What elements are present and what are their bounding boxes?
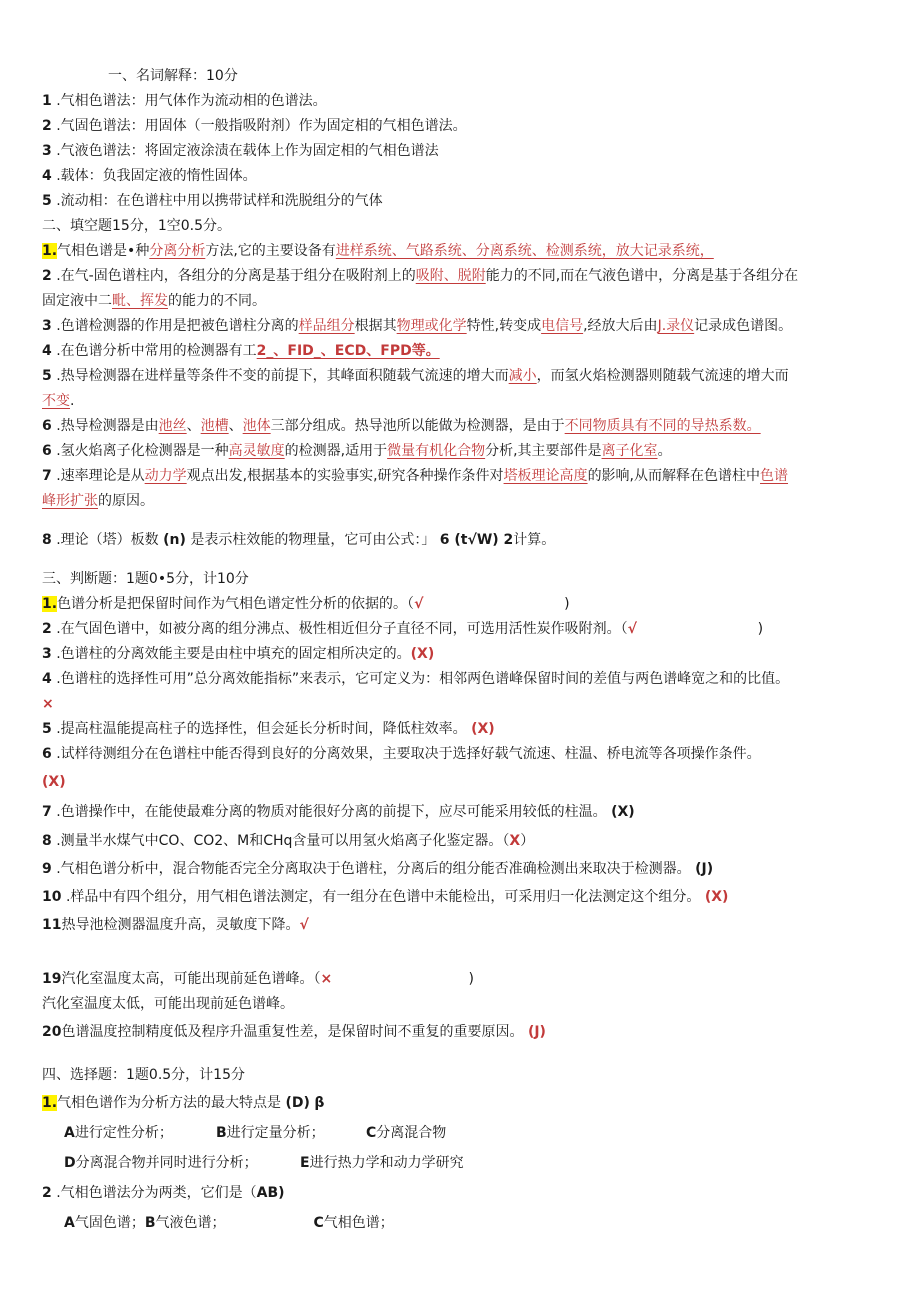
s4-q1-options-row1: A进行定性分析； B进行定量分析； C分离混合物 — [64, 1125, 447, 1141]
s2-q6: 6 .热导检测器是由池丝、池槽、池体三部分组成。热导池所以能做为检测器，是由于不同物质具有不同的导热系数。 — [42, 418, 761, 434]
answer-mark: (X) — [410, 646, 435, 662]
section-3-title: 三、判断题：1题0•5分，计10分 — [42, 571, 249, 587]
s3-q6-cont — [42, 767, 884, 797]
section-4-title: 四、选择题：1题0.5分，计15分 — [42, 1067, 245, 1083]
section-1-title: 一、名词解释：10分 — [108, 68, 238, 84]
s3-q4: 4 .色谱柱的选择性可用”总分离效能指标”来表示，它可定义为：相邻两色谱峰保留时间的差值与两色谱峰宽之和的比值。 — [42, 671, 790, 687]
answer-mark: (J) — [695, 861, 714, 877]
answer-mark: √ — [414, 596, 424, 612]
answer-mark: (X) — [704, 889, 729, 905]
s4-q1-options-row2: D分离混合物并同时进行分析； E进行热力学和动力学研究 — [64, 1155, 464, 1171]
s2-q1: 1.气相色谱是•种分离分析方法,它的主要设备有进样系统、气路系统、分离系统、检测系统，放大记录系统， — [42, 243, 714, 259]
answer-mark: (X) — [611, 804, 635, 820]
answer-mark: × — [42, 696, 54, 712]
answer-mark: √ — [299, 917, 309, 933]
s3-q3: 3 .色谱柱的分离效能主要是由柱中填充的固定相所决定的。(X) — [42, 646, 435, 662]
s3-q6: 6 .试样待测组分在色谱柱中能否得到良好的分离效果，主要取决于选择好载气流速、柱温、桥电流等各项操作条件。 — [42, 746, 761, 762]
s3-q19: 19汽化室温度太高，可能出现前延色谱峰。（× ) — [42, 971, 474, 987]
s2-q7-cont: 峰形扩张的原因。 — [42, 493, 154, 509]
s2-q4: 4 .在色谱分析中常用的检测器有工2_、FID_、ECD、FPD等。 — [42, 343, 440, 359]
answer-mark: X — [509, 833, 521, 849]
s1-item-2: 2 .气固色谱法：用固体（一般指吸附剂）作为固定相的气相色谱法。 — [42, 118, 467, 134]
s3-q10: 10 .样品中有四个组分，用气相色谱法测定，有一组分在色谱中未能检出，可采用归一化法测定这个组分。 (X) — [42, 889, 729, 905]
s1-item-1: 1 .气相色谱法：用气体作为流动相的色谱法。 — [42, 93, 327, 109]
s3-q7: 7 .色谱操作中，在能使最难分离的物质对能很好分离的前提下，应尽可能采用较低的柱温。 (X) — [42, 804, 635, 820]
s1-item-4: 4 .载体：负我固定液的惰性固体。 — [42, 168, 257, 184]
s3-q8: 8 .测量半水煤气中CO、CO2、M和CHq含量可以用氢火焰离子化鉴定器。（X） — [42, 833, 535, 849]
s3-q11: 11热导池检测器温度升高，灵敏度下降。√ — [42, 917, 309, 933]
section-2-title: 二、填空题15分，1空0.5分。 — [42, 218, 231, 234]
s2-q6b: 6 .氢火焰离子化检测器是一种高灵敏度的检测器,适用于微量有机化合物分析,其主要部件是离子化室。 — [42, 443, 672, 459]
s2-q7: 7 .速率理论是从动力学观点出发,根据基本的实验事实,研究各种操作条件对塔板理论高度的影响,从而解释在色谱柱中色谱 — [42, 468, 789, 484]
s3-q20: 20色谱温度控制精度低及程序升温重复性差，是保留时间不重复的重要原因。 (J) — [42, 1024, 546, 1040]
s3-q4-cont — [42, 692, 884, 717]
s2-q2-cont: 固定液中二毗、挥发的能力的不同。 — [42, 293, 266, 309]
s4-q2-options: A气固色谱；B气液色谱； C气相色谱； — [64, 1215, 394, 1231]
exam-document — [42, 64, 884, 1238]
answer-mark: (X) — [42, 774, 66, 790]
s2-q5: 5 .热导检测器在进样量等条件不变的前提下，其峰面积随载气流速的增大而减小，而氢火焰检测器则随载气流速的增大而 — [42, 368, 789, 384]
answer-mark: × — [320, 971, 333, 987]
s3-q2: 2 .在气固色谱中，如被分离的组分沸点、极性相近但分子直径不同，可选用活性炭作吸附剂。（√ ) — [42, 621, 764, 637]
s2-q5-cont: 不变. — [42, 393, 75, 409]
s3-q1: 1.色谱分析是把保留时间作为气相色谱定性分析的依据的。（√ ) — [42, 596, 570, 612]
s4-q1: 1.气相色谱作为分析方法的最大特点是 (D) β — [42, 1095, 325, 1111]
answer-mark: (J) — [527, 1024, 546, 1040]
s2-q3: 3 .色谱检测器的作用是把被色谱柱分离的样品组分根据其物理或化学特性,转变成电信号,经放大后由J.录仪记录成色谱图。 — [42, 318, 793, 334]
s3-q19b: 汽化室温度太低，可能出现前延色谱峰。 — [42, 996, 294, 1012]
s3-q5: 5 .提高柱温能提高柱子的选择性，但会延长分析时间，降低柱效率。 (X) — [42, 721, 495, 737]
s1-item-3: 3 .气液色谱法：将固定液涂渍在载体上作为固定相的气相色谱法 — [42, 143, 439, 159]
s4-q2: 2 .气相色谱法分为两类，它们是（AB) — [42, 1185, 285, 1201]
s2-q8: 8 .理论（塔）板数 (n) 是表示柱效能的物理量，它可由公式：」 6 (t√W) 2计算。 — [42, 532, 556, 548]
answer-mark: (X) — [471, 721, 495, 737]
s2-q2: 2 .在气-固色谱柱内，各组分的分离是基于组分在吸附剂上的吸附、脱附能力的不同,而在气液色谱中，分离是基于各组分在 — [42, 268, 799, 284]
s1-item-5: 5 .流动相：在色谱柱中用以携带试样和洗脱组分的气体 — [42, 193, 383, 209]
answer-mark: √ — [627, 621, 637, 637]
s3-q9: 9 .气相色谱分析中，混合物能否完全分离取决于色谱柱，分离后的组分能否准确检测出来取决于检测器。 (J) — [42, 861, 714, 877]
